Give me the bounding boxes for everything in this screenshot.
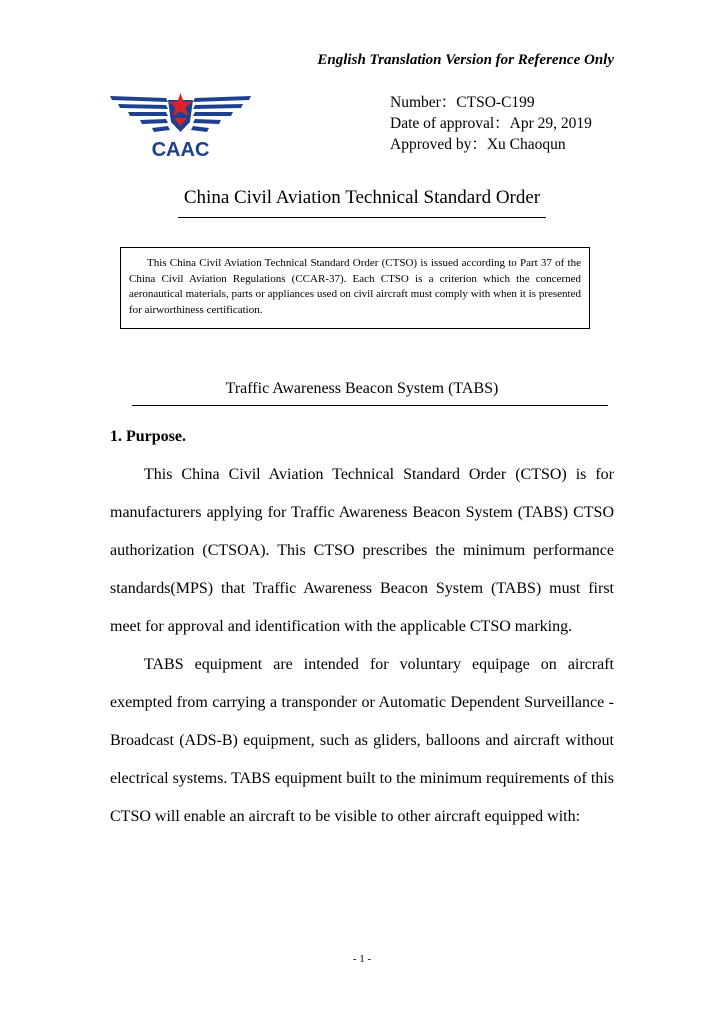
document-meta bbox=[390, 92, 592, 155]
page-number: - 1 - bbox=[352, 953, 372, 965]
translation-note: English Translation Version for Reference Only bbox=[317, 52, 614, 68]
caac-logo-text: CAAC bbox=[151, 139, 210, 161]
body-paragraph: TABS equipment are intended for voluntary equipage on aircraft exempted from carrying a transponder or Automatic Dependent Surveillance - Broadcast (ADS-B) equipment, such as gliders, balloons and aircraft without electrical systems. TABS equipment built to the minimum requirements of this CTSO will enable an aircraft to be visible to other aircraft equipped with: bbox=[110, 656, 614, 825]
notice-box bbox=[120, 247, 590, 329]
title-divider bbox=[178, 217, 546, 218]
approval-date: Date of approval：Apr 29, 2019 bbox=[390, 115, 592, 132]
standard-subtitle: Traffic Awareness Beacon System (TABS) bbox=[225, 380, 499, 397]
document-number: Number：CTSO-C199 bbox=[390, 94, 535, 111]
document-title: China Civil Aviation Technical Standard Order bbox=[183, 187, 541, 208]
notice-text: This China Civil Aviation Technical Standard Order (CTSO) is issued according to Part 37 of the China Civil Aviation Regulations (CCAR-37). Each CTSO is a criterion which the concerned aeronautical materials, parts or appliances used on civil aircraft must comply with when it is presented for airworthiness certification. bbox=[129, 257, 581, 316]
approved-by: Approved by：Xu Chaoqun bbox=[390, 136, 566, 153]
caac-logo bbox=[108, 92, 253, 162]
body-paragraph: This China Civil Aviation Technical Standard Order (CTSO) is for manufacturers applying for Traffic Awareness Beacon System (TABS) CTSO authorization (CTSOA). This CTSO prescribes the minimum performance standards(MPS) that Traffic Awareness Beacon System (TABS) must first meet for approval and identification with the applicable CTSO marking. bbox=[110, 466, 614, 635]
subtitle-divider bbox=[132, 405, 608, 406]
section-body bbox=[110, 456, 614, 836]
section-heading: 1. Purpose. bbox=[110, 428, 186, 445]
